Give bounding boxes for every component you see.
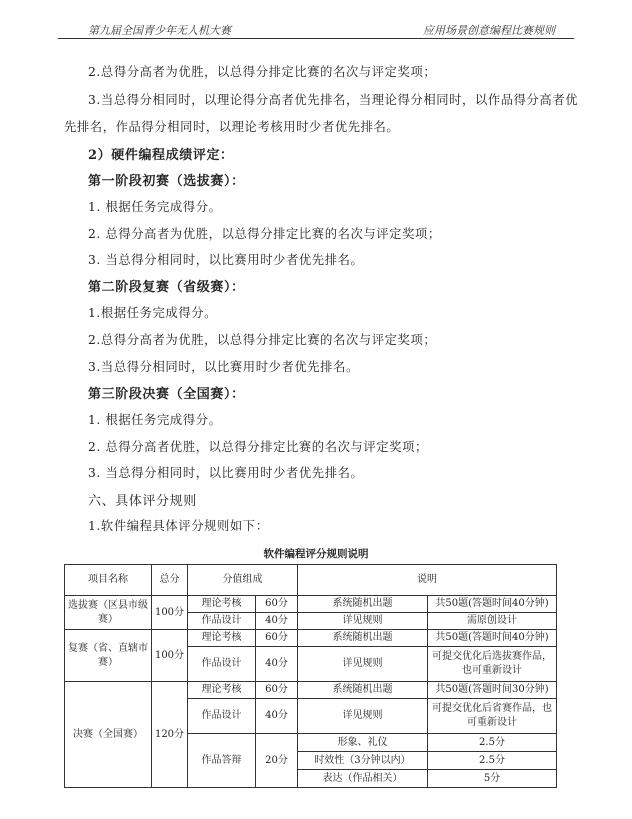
paragraph-line: 2.总得分高者为优胜，以总得分排定比赛的名次与评定奖项； (88, 333, 437, 347)
table-cell: 2.5分 (428, 752, 557, 770)
table-cell: 100分 (152, 596, 188, 630)
table-cell: 选拔赛（区县市级赛） (65, 596, 152, 630)
paragraph-line: 1. 根据任务完成得分。 (88, 200, 222, 214)
table-cell: 60分 (256, 596, 298, 613)
paragraph-line: 3. 当总得分相同时，以比赛用时少者优先排名。 (88, 466, 364, 480)
paragraph-line: 1.软件编程具体评分规则如下： (88, 519, 269, 533)
paragraph-line: 3.当总得分相同时，以理论得分高者优先排名，当理论得分相同时，以作品得分高者优 (88, 93, 579, 107)
paragraph-line: 2. 总得分高者为优胜，以总得分排定比赛的名次与评定奖项； (88, 227, 441, 241)
table-header-row (65, 565, 557, 596)
paragraph-line: 1.根据任务完成得分。 (88, 306, 218, 320)
header-left: 第九届全国青少年无人机大赛 (88, 24, 231, 37)
paragraph-line: 3.当总得分相同时，以比赛用时少者优先排名。 (88, 360, 359, 374)
table-cell: 作品答辩 (188, 734, 256, 788)
table-cell: 60分 (256, 682, 298, 699)
table-cell: 可提交优化后选拔赛作品，也可重新设计 (428, 647, 557, 682)
table-cell: 系统随机出题 (298, 596, 428, 613)
table-cell: 决赛（全国赛） (65, 682, 152, 788)
table-cell: 共50题(答题时间30分钟) (428, 682, 557, 699)
table-caption: 软件编程评分规则说明 (263, 548, 369, 560)
table-row (65, 630, 557, 647)
table-cell: 120分 (152, 682, 188, 788)
stage-heading: 第三阶段决赛（全国赛）： (88, 387, 245, 402)
table-cell: 时效性（3分钟以内） (298, 752, 428, 770)
section-heading: 六、具体评分规则 (88, 494, 197, 509)
table-cell: 20分 (256, 734, 298, 788)
table-cell: 40分 (256, 699, 298, 734)
table-cell: 作品设计 (188, 647, 256, 682)
table-cell: 40分 (256, 613, 298, 630)
scoring-table (64, 564, 557, 788)
table-cell: 复赛（省、直辖市赛） (65, 630, 152, 682)
header-cell: 总分 (152, 565, 188, 596)
table-cell: 系统随机出题 (298, 630, 428, 647)
header-right: 应用场景创意编程比赛规则 (423, 24, 555, 37)
table-cell: 作品设计 (188, 699, 256, 734)
table-cell: 详见规则 (298, 647, 428, 682)
table-cell: 详见规则 (298, 699, 428, 734)
table-cell: 表达（作品相关） (298, 770, 428, 788)
table-cell: 60分 (256, 630, 298, 647)
stage-heading: 第一阶段初赛（选拔赛）： (88, 174, 245, 189)
header-divider (58, 38, 574, 39)
table-cell: 理论考核 (188, 682, 256, 699)
table-cell: 共50题(答题时间40分钟) (428, 630, 557, 647)
table-cell: 需原创设计 (428, 613, 557, 630)
table-cell: 共50题(答题时间40分钟) (428, 596, 557, 613)
table-cell: 100分 (152, 630, 188, 682)
header-cell: 分值组成 (188, 565, 298, 596)
stage-heading: 第二阶段复赛（省级赛）： (88, 280, 245, 295)
section-heading: 2）硬件编程成绩评定： (88, 148, 234, 163)
table-cell: 详见规则 (298, 613, 428, 630)
table-cell: 作品设计 (188, 613, 256, 630)
paragraph-line: 1. 根据任务完成得分。 (88, 413, 222, 427)
table-cell: 2.5分 (428, 734, 557, 752)
table-cell: 系统随机出题 (298, 682, 428, 699)
table-row (65, 596, 557, 613)
table-cell: 可提交优化后省赛作品，也可重新设计 (428, 699, 557, 734)
header-cell: 项目名称 (65, 565, 152, 596)
header-cell: 说明 (298, 565, 557, 596)
table-cell: 理论考核 (188, 596, 256, 613)
table-row (65, 682, 557, 699)
paragraph-line: 先排名，作品得分相同时，以理论考核用时少者优先排名。 (64, 120, 400, 134)
table-cell: 理论考核 (188, 630, 256, 647)
table-cell: 形象、礼仪 (298, 734, 428, 752)
table-cell: 40分 (256, 647, 298, 682)
paragraph-line: 2. 总得分高者优胜，以总得分排定比赛的名次与评定奖项； (88, 440, 428, 454)
table-cell: 5分 (428, 770, 557, 788)
paragraph-line: 3. 当总得分相同时，以比赛用时少者优先排名。 (88, 253, 364, 267)
paragraph-line: 2.总得分高者为优胜，以总得分排定比赛的名次与评定奖项； (88, 65, 437, 79)
